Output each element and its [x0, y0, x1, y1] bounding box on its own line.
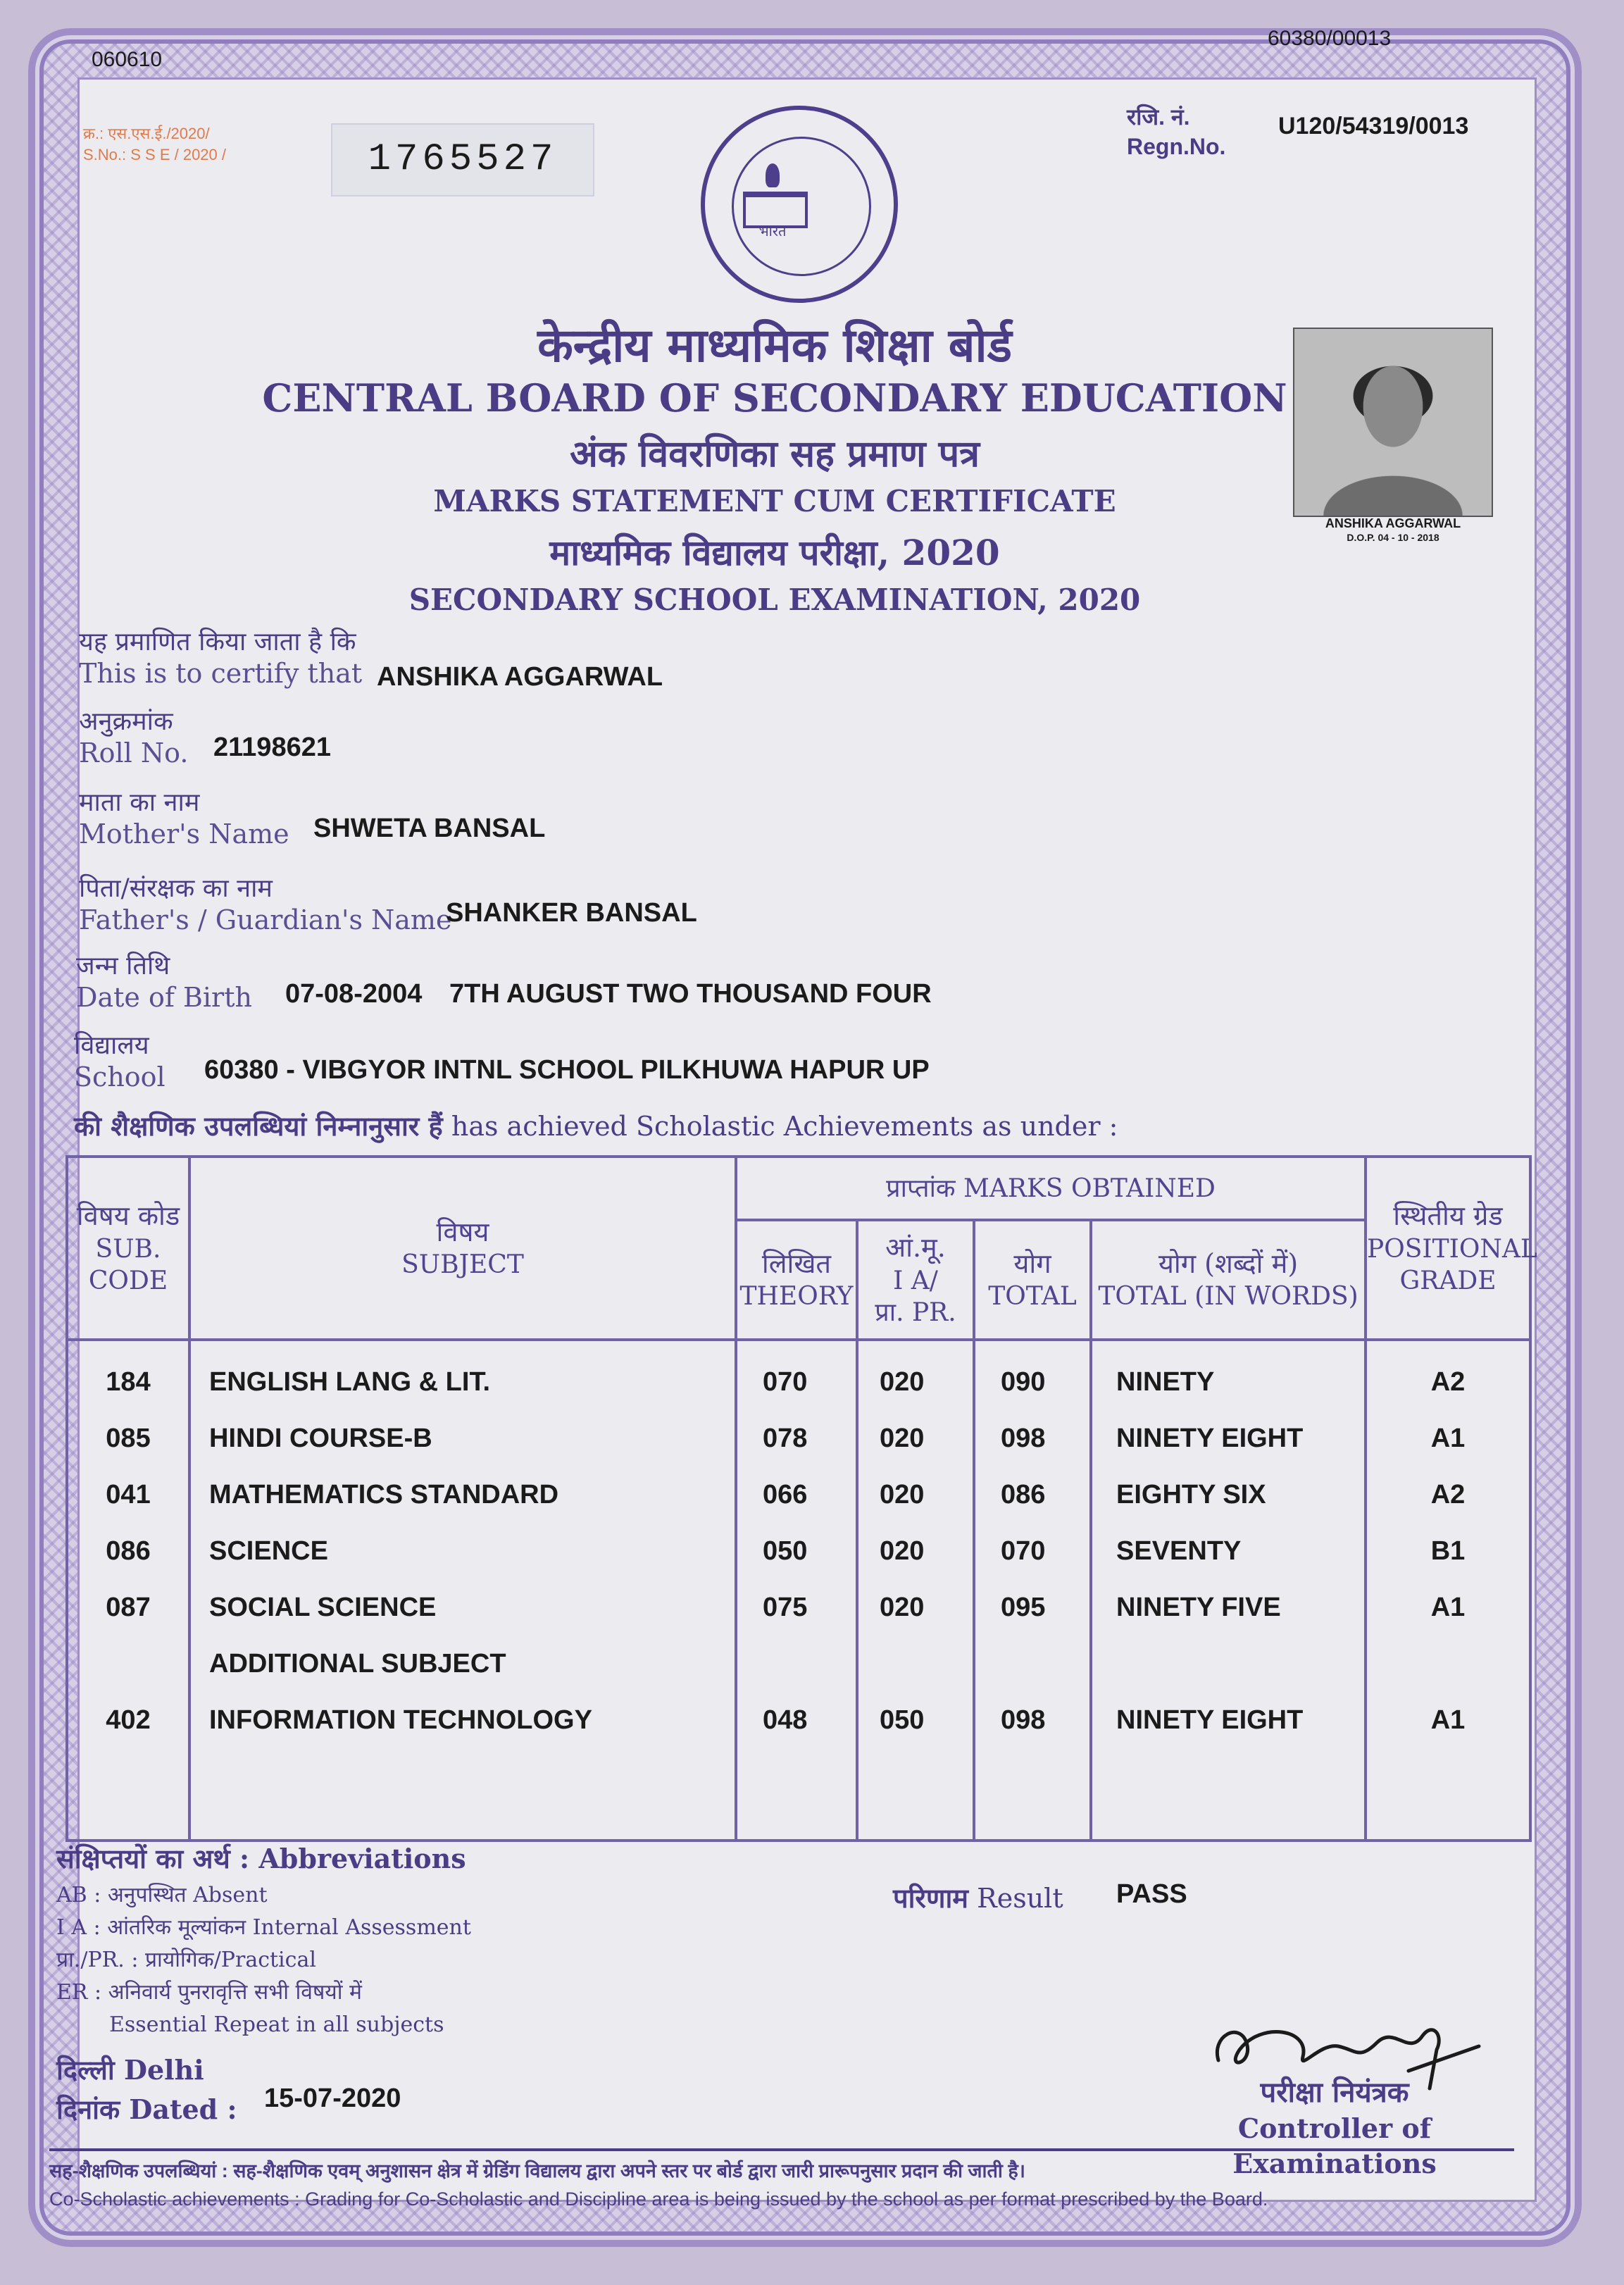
field-school	[74, 1027, 165, 1092]
table-cell-grade: A1	[1430, 1593, 1466, 1622]
header-theory: लिखित THEORY	[736, 1220, 857, 1340]
field-dob	[76, 947, 252, 1013]
table-cell-subject: SOCIAL SCIENCE	[209, 1593, 437, 1622]
table-cell-grade: A1	[1430, 1705, 1466, 1735]
table-cell-theory: 075	[763, 1593, 808, 1622]
column-words	[1091, 1340, 1366, 1841]
field-mother	[79, 784, 289, 849]
table-cell-total: 086	[1001, 1480, 1046, 1509]
abbreviations-title-en: Abbreviations	[258, 1843, 466, 1874]
table-cell-ia: 020	[880, 1536, 925, 1566]
table-cell-code: 087	[106, 1593, 151, 1622]
table-cell-ia: 050	[880, 1705, 925, 1735]
table-cell-subject: HINDI COURSE-B	[209, 1424, 432, 1453]
footer-note	[49, 2157, 1521, 2213]
dated-label-hi: दिनांक	[56, 2093, 120, 2125]
school-label-hi: विद्यालय	[74, 1031, 149, 1060]
table-cell-theory: 070	[763, 1367, 808, 1397]
result-value: PASS	[1116, 1879, 1187, 1909]
controller-title-hi: परीक्षा नियंत्रक	[1260, 2076, 1409, 2109]
additional-subject-label: ADDITIONAL SUBJECT	[209, 1649, 506, 1679]
certificate-number-box	[331, 123, 594, 197]
place-en: Delhi	[124, 2054, 204, 2086]
table-cell-grade: B1	[1430, 1536, 1466, 1566]
table-cell-words: NINETY	[1116, 1367, 1215, 1397]
regn-number: U120/54319/0013	[1278, 113, 1469, 139]
table-cell-grade: A2	[1430, 1480, 1466, 1509]
exam-title-hi: माध्यमिक विद्यालय परीक्षा, 2020	[549, 532, 1000, 573]
dated-label-en: Dated :	[129, 2093, 237, 2125]
school-label-en: School	[74, 1061, 165, 1092]
exam-title-en: SECONDARY SCHOOL EXAMINATION, 2020	[408, 583, 1141, 617]
header-row-top	[67, 1157, 1530, 1220]
header-subject: विषय SUBJECT	[189, 1157, 736, 1340]
table-cell-grade: A1	[1430, 1424, 1466, 1453]
table-cell-total: 090	[1001, 1367, 1046, 1397]
lamp-icon	[766, 163, 780, 187]
board-header	[211, 317, 1338, 621]
abbreviations-title-hi: संक्षिप्तयों का अर्थ :	[56, 1843, 250, 1874]
result-label	[893, 1879, 1063, 1916]
dob-label-en: Date of Birth	[76, 982, 252, 1013]
column-theory	[736, 1340, 857, 1841]
certificate-number: 1765527	[368, 138, 558, 181]
regn-label	[1127, 102, 1225, 161]
table-cell-code: 086	[106, 1536, 151, 1566]
table-cell-code: 041	[106, 1480, 151, 1509]
regn-label-en: Regn.No.	[1127, 134, 1226, 159]
table-cell-subject: ENGLISH LANG & LIT.	[209, 1367, 490, 1397]
abbreviation-line: Essential Repeat in all subjects	[109, 2012, 444, 2037]
table-cell-ia: 020	[880, 1480, 925, 1509]
dob-label-hi: जन्म तिथि	[76, 952, 170, 980]
roll-label-hi: अनुक्रमांक	[79, 707, 173, 736]
header-grade: स्थितीय ग्रेड POSITIONAL GRADE	[1366, 1157, 1530, 1340]
table-cell-ia: 020	[880, 1424, 925, 1453]
place-hi: दिल्ली	[56, 2054, 115, 2086]
student-name: ANSHIKA AGGARWAL	[377, 662, 663, 692]
table-cell-total: 098	[1001, 1705, 1046, 1735]
header-marks-obtained: प्राप्तांक MARKS OBTAINED	[736, 1157, 1366, 1220]
table-cell-ia: 020	[880, 1367, 925, 1397]
reference-line-hi: क्र.: एस.एस.ई./2020/	[83, 125, 210, 142]
photo-caption-dob: D.O.P. 04 - 10 - 2018	[1347, 532, 1439, 543]
roll-label-en: Roll No.	[79, 737, 189, 768]
achievement-line-hi: की शैक्षणिक उपलब्धियां निम्नानुसार हैं	[74, 1110, 443, 1142]
regn-label-hi: रजि. नं.	[1127, 104, 1190, 130]
column-ia	[857, 1340, 974, 1841]
table-cell-subject: SCIENCE	[209, 1536, 328, 1566]
photo-caption-name: ANSHIKA AGGARWAL	[1325, 516, 1461, 530]
footer-divider	[49, 2148, 1514, 2151]
abbreviation-line: प्रा./PR. : प्रायोगिक/Practical	[56, 1948, 316, 1972]
dated-value: 15-07-2020	[264, 2084, 401, 2113]
abbreviation-line: ER : अनिवार्य पुनरावृत्ति सभी विषयों में	[56, 1980, 362, 2005]
table-cell-subject: INFORMATION TECHNOLOGY	[209, 1705, 592, 1735]
table-cell-grade: A2	[1430, 1367, 1466, 1397]
footer-note-hi: सह-शैक्षणिक उपलब्धियां : सह-शैक्षणिक एवम् अनुशासन क्षेत्र में ग्रेडिंग विद्यालय द्वारा अपने स्तर पर बोर्ड द्वारा जारी प्रारूपनुसार प्रदान की जाती है।	[49, 2160, 1025, 2181]
table-cell-subject: MATHEMATICS STANDARD	[209, 1480, 559, 1509]
table-cell-total: 098	[1001, 1424, 1046, 1453]
column-subject	[189, 1340, 736, 1841]
table-cell-words: NINETY FIVE	[1116, 1593, 1281, 1622]
table-body	[67, 1340, 1530, 1841]
table-cell-code: 085	[106, 1424, 151, 1453]
student-photo	[1293, 328, 1493, 517]
field-certify	[79, 623, 362, 689]
school-name: 60380 - VIBGYOR INTNL SCHOOL PILKHUWA HAPUR UP	[204, 1055, 930, 1085]
column-grade	[1366, 1340, 1530, 1841]
achievement-line	[74, 1107, 1118, 1144]
achievement-line-en: has achieved Scholastic Achievements as under :	[451, 1111, 1118, 1142]
result-label-hi: परिणाम	[893, 1882, 969, 1914]
board-name-en: CENTRAL BOARD OF SECONDARY EDUCATION	[262, 375, 1287, 421]
mother-label-en: Mother's Name	[79, 818, 289, 849]
certify-label-hi: यह प्रमाणित किया जाता है कि	[79, 628, 356, 656]
field-father	[79, 870, 451, 935]
dated-label	[56, 2091, 237, 2127]
header-total-words: योग (शब्दों में) TOTAL (IN WORDS)	[1091, 1220, 1366, 1340]
result-label-en: Result	[977, 1883, 1063, 1914]
father-label-hi: पिता/संरक्षक का नाम	[79, 874, 273, 903]
abbreviation-line: AB : अनुपस्थित Absent	[56, 1883, 268, 1907]
abbreviation-line: I A : आंतरिक मूल्यांकन Internal Assessment	[56, 1915, 471, 1940]
footer-note-en: Co-Scholastic achievements : Grading for Co-Scholastic and Discipline area is being issued by the school as per format prescribed by the Board.	[49, 2189, 1268, 2210]
table-cell-words: NINETY EIGHT	[1116, 1424, 1304, 1453]
mother-name: SHWETA BANSAL	[313, 814, 546, 843]
table-cell-total: 070	[1001, 1536, 1046, 1566]
table-cell-code: 402	[106, 1705, 151, 1735]
table-cell-words: EIGHTY SIX	[1116, 1480, 1266, 1509]
mother-label-hi: माता का नाम	[79, 788, 200, 817]
father-name: SHANKER BANSAL	[446, 898, 697, 928]
controller-title-en: Controller of Examinations	[1232, 2112, 1437, 2179]
table-cell-total: 095	[1001, 1593, 1046, 1622]
dob-value: 07-08-2004	[285, 979, 423, 1009]
cbse-seal-emblem	[701, 106, 898, 303]
doc-title-hi: अंक विवरणिका सह प्रमाण पत्र	[570, 432, 980, 475]
table-cell-ia: 020	[880, 1593, 925, 1622]
column-total	[974, 1340, 1091, 1841]
certify-label-en: This is to certify that	[79, 658, 363, 689]
reference-line-en: S.No.: S S E / 2020 /	[83, 146, 226, 163]
column-code	[67, 1340, 189, 1841]
dob-words: 7TH AUGUST TWO THOUSAND FOUR	[449, 979, 932, 1009]
table-cell-code: 184	[106, 1367, 151, 1397]
table-cell-theory: 078	[763, 1424, 808, 1453]
table-cell-words: NINETY EIGHT	[1116, 1705, 1304, 1735]
table-cell-theory: 050	[763, 1536, 808, 1566]
table-cell-theory: 066	[763, 1480, 808, 1509]
photo-caption	[1293, 516, 1493, 544]
abbreviations-block	[56, 1838, 471, 2041]
reference-number	[83, 123, 226, 166]
marks-table	[65, 1155, 1537, 1842]
serial-left: 060610	[92, 48, 163, 71]
seal-text: भारत	[758, 223, 787, 239]
place	[56, 2051, 204, 2088]
roll-number: 21198621	[213, 733, 331, 762]
table-cell-words: SEVENTY	[1116, 1536, 1242, 1566]
field-roll	[79, 703, 188, 768]
header-ia: आं.मू. I A/ प्रा. PR.	[857, 1220, 974, 1340]
header-total: योग TOTAL	[974, 1220, 1091, 1340]
header-sub-code: विषय कोड SUB. CODE	[67, 1157, 189, 1340]
table-cell-theory: 048	[763, 1705, 808, 1735]
serial-right: 60380/00013	[1268, 27, 1392, 50]
board-name-hi: केन्द्रीय माध्यमिक शिक्षा बोर्ड	[537, 318, 1012, 373]
father-label-en: Father's / Guardian's Name	[79, 904, 452, 935]
doc-title-en: MARKS STATEMENT CUM CERTIFICATE	[433, 484, 1116, 518]
